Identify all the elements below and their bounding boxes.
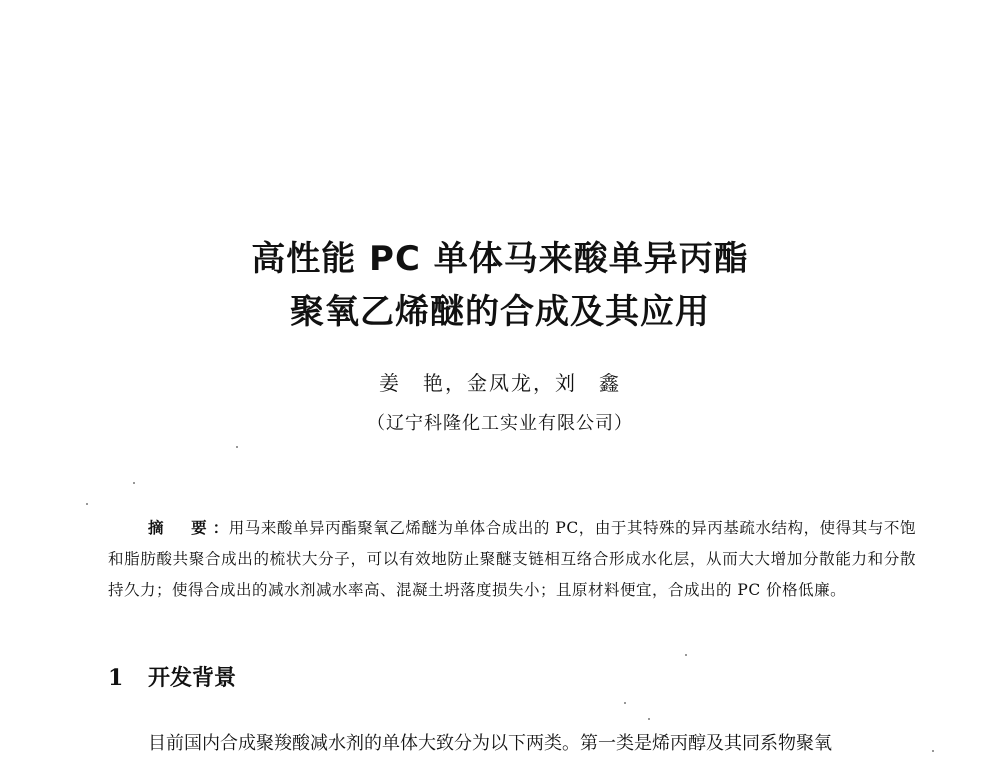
scan-speck — [133, 482, 135, 484]
abstract-label: 摘 要 — [148, 519, 213, 537]
scan-speck — [685, 654, 687, 656]
scan-speck — [932, 750, 934, 752]
abstract — [108, 512, 916, 606]
body-paragraph: 目前国内合成聚羧酸减水剂的单体大致分为以下两类。第一类是烯丙醇及其同系物聚氧 — [148, 733, 832, 754]
section-number: 1 — [108, 665, 124, 691]
section-heading — [108, 663, 236, 694]
author-affiliation: （辽宁科隆化工实业有限公司） — [367, 413, 633, 434]
section-title: 开发背景 — [148, 666, 237, 691]
abstract-colon: ： — [212, 518, 229, 537]
scan-speck — [86, 503, 88, 505]
scan-speck — [624, 702, 626, 704]
paper-title-line-2: 聚氧乙烯醚的合成及其应用 — [290, 292, 710, 332]
scan-speck — [648, 718, 650, 720]
paper-title-line-1: 高性能 PC 单体马来酸单异丙酯 — [251, 239, 749, 279]
abstract-text: 用马来酸单异丙酯聚氧乙烯醚为单体合成出的 PC，由于其特殊的异丙基疏水结构，使得其与不饱和脂肪酸共聚合成出的梳状大分子，可以有效地防止聚醚支链相互络合形成水化层，从而大大增加分散能力和分散持久力；使得合成出的减水剂减水率高、混凝土坍落度损失小；且原材料便宜，合成出的 PC 价格低廉。 — [108, 519, 916, 599]
scan-speck — [236, 446, 238, 448]
author-list: 姜 艳，金凤龙，刘 鑫 — [379, 371, 621, 395]
